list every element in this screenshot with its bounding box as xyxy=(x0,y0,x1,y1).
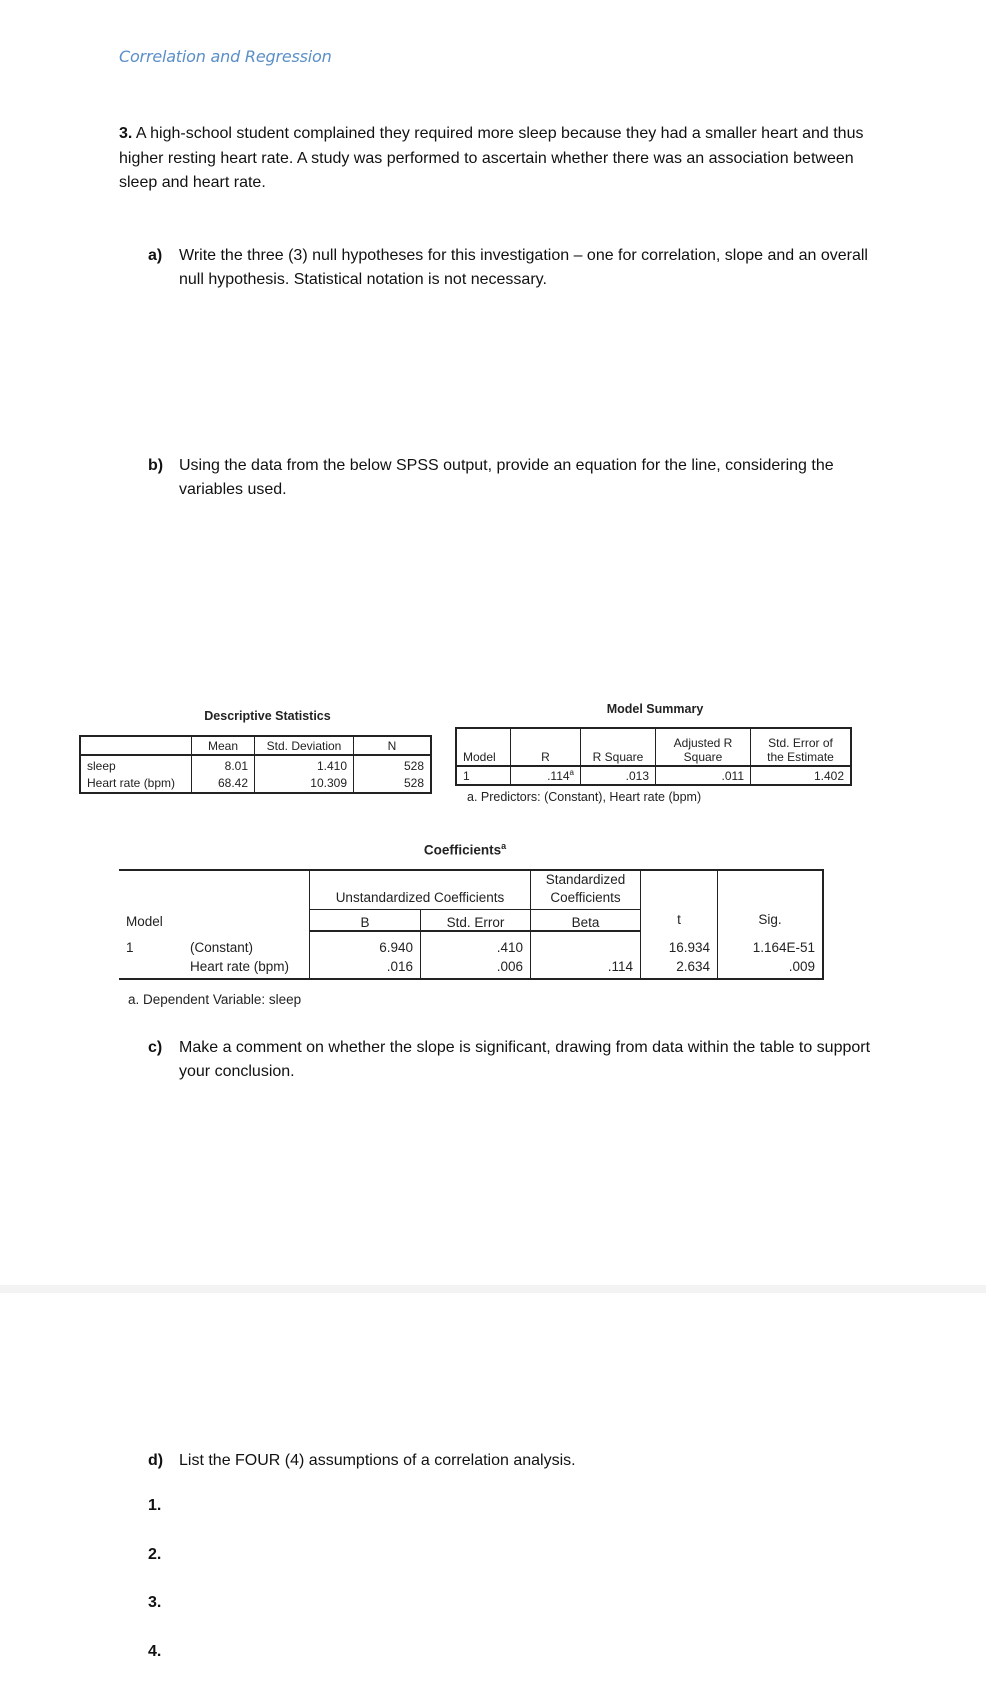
co-group-std-line1: Standardized xyxy=(545,872,626,887)
co-col-std-error: Std. Error xyxy=(421,910,531,932)
co-col-term xyxy=(183,870,310,931)
co-group-standardized xyxy=(531,870,641,910)
question-number: 3. xyxy=(119,125,133,142)
table-row xyxy=(80,774,431,793)
ms-adj-r-square: .011 xyxy=(656,766,751,785)
desc-n: 528 xyxy=(403,758,424,773)
co-se: .410 xyxy=(421,931,531,955)
part-c-text: Make a comment on whether the slope is significant, drawing from data within the table to support your conclusion. xyxy=(179,1039,871,1080)
part-d-text: List the FOUR (4) assumptions of a correlation analysis. xyxy=(179,1452,576,1469)
co-model: 1 xyxy=(126,940,134,955)
part-a-label: a) xyxy=(148,247,163,264)
desc-sd: 1.410 xyxy=(255,755,354,774)
desc-row-label: sleep xyxy=(80,755,192,774)
co-t: 16.934 xyxy=(641,931,718,955)
desc-col-blank xyxy=(80,736,192,755)
ms-se: 1.402 xyxy=(813,768,844,783)
desc-n: 528 xyxy=(403,776,424,790)
co-col-t: t xyxy=(641,870,718,931)
table-row xyxy=(80,755,431,774)
document-header-title: Correlation and Regression xyxy=(119,47,332,66)
part-d-label: d) xyxy=(148,1452,164,1469)
ms-col-se-estimate xyxy=(751,728,852,766)
part-d xyxy=(148,1449,878,1473)
co-model xyxy=(119,955,183,979)
desc-col-n: N xyxy=(354,736,432,755)
assumption-item-3: 3. xyxy=(148,1594,162,1611)
desc-col-mean: Mean xyxy=(192,736,255,755)
ms-r-square: .013 xyxy=(581,766,656,785)
coefficients-table xyxy=(119,869,824,980)
ms-r-footnote-marker: a xyxy=(569,768,574,777)
coefficients-title xyxy=(410,841,520,858)
ms-col-adj-r-square xyxy=(656,728,751,766)
co-col-beta: Beta xyxy=(531,910,641,932)
model-summary-title: Model Summary xyxy=(606,702,704,716)
part-c xyxy=(148,1036,878,1083)
coefficients-footnote: a. Dependent Variable: sleep xyxy=(128,992,302,1007)
co-sig: 1.164E-51 xyxy=(752,940,815,955)
desc-sd: 10.309 xyxy=(255,774,354,793)
ms-col-se-line1: Std. Error of xyxy=(768,736,833,750)
ms-col-adj-line2: Square xyxy=(683,750,723,764)
co-col-sig: Sig. xyxy=(758,912,782,927)
co-group-std-line2: Coefficients xyxy=(550,890,621,905)
co-term: Heart rate (bpm) xyxy=(183,955,310,979)
co-beta: .114 xyxy=(531,955,641,979)
table-row xyxy=(456,766,851,785)
co-se: .006 xyxy=(421,955,531,979)
co-b: 6.940 xyxy=(310,931,421,955)
ms-col-adj-line1: Adjusted R xyxy=(673,736,733,750)
descriptive-statistics-title: Descriptive Statistics xyxy=(204,709,331,723)
desc-col-sd: Std. Deviation xyxy=(255,736,354,755)
ms-model: 1 xyxy=(456,766,511,785)
ms-r-value: .114 xyxy=(547,769,570,783)
desc-row-label: Heart rate (bpm) xyxy=(80,774,192,793)
question-text: A high-school student complained they required more sleep because they had a smaller heart and thus higher resting heart rate. A study was performed to ascertain whether there was an association between sleep and heart rate. xyxy=(119,125,864,191)
co-b: .016 xyxy=(310,955,421,979)
part-c-label: c) xyxy=(148,1039,163,1056)
ms-r xyxy=(511,766,581,785)
co-term: (Constant) xyxy=(183,931,310,955)
co-t: 2.634 xyxy=(641,955,718,979)
question-3-paragraph xyxy=(119,122,879,196)
assumption-item-2: 2. xyxy=(148,1546,162,1563)
part-a-text: Write the three (3) null hypotheses for this investigation – one for correlation, slope and an overall null hypothesis. Statistical notation is not necessary. xyxy=(179,247,868,288)
part-b-label: b) xyxy=(148,457,164,474)
assumption-item-1: 1. xyxy=(148,1497,162,1514)
desc-mean: 8.01 xyxy=(192,755,255,774)
ms-col-se-line2: the Estimate xyxy=(767,750,834,764)
ms-col-model: Model xyxy=(456,728,511,766)
co-sig: .009 xyxy=(788,959,815,974)
co-col-b: B xyxy=(310,910,421,932)
coefficients-title-marker: a xyxy=(501,841,507,851)
assumption-item-4: 4. xyxy=(148,1643,162,1660)
part-b-text: Using the data from the below SPSS output, provide an equation for the line, considering the variables used. xyxy=(179,457,834,498)
ms-col-r: R xyxy=(511,728,581,766)
table-row xyxy=(119,955,823,979)
part-a xyxy=(148,244,878,291)
model-summary-table xyxy=(455,727,852,786)
page-break-divider xyxy=(0,1285,986,1293)
co-beta xyxy=(531,931,641,955)
co-col-model-label: Model xyxy=(126,914,163,929)
co-group-unstandardized: Unstandardized Coefficients xyxy=(310,870,531,910)
desc-mean: 68.42 xyxy=(192,774,255,793)
part-b xyxy=(148,454,878,501)
descriptive-statistics-table xyxy=(79,735,432,794)
ms-col-r-square: R Square xyxy=(581,728,656,766)
model-summary-footnote: a. Predictors: (Constant), Heart rate (bpm) xyxy=(467,790,702,804)
table-row xyxy=(119,931,823,955)
coefficients-title-text: Coefficients xyxy=(423,842,502,858)
co-col-model xyxy=(119,870,183,931)
